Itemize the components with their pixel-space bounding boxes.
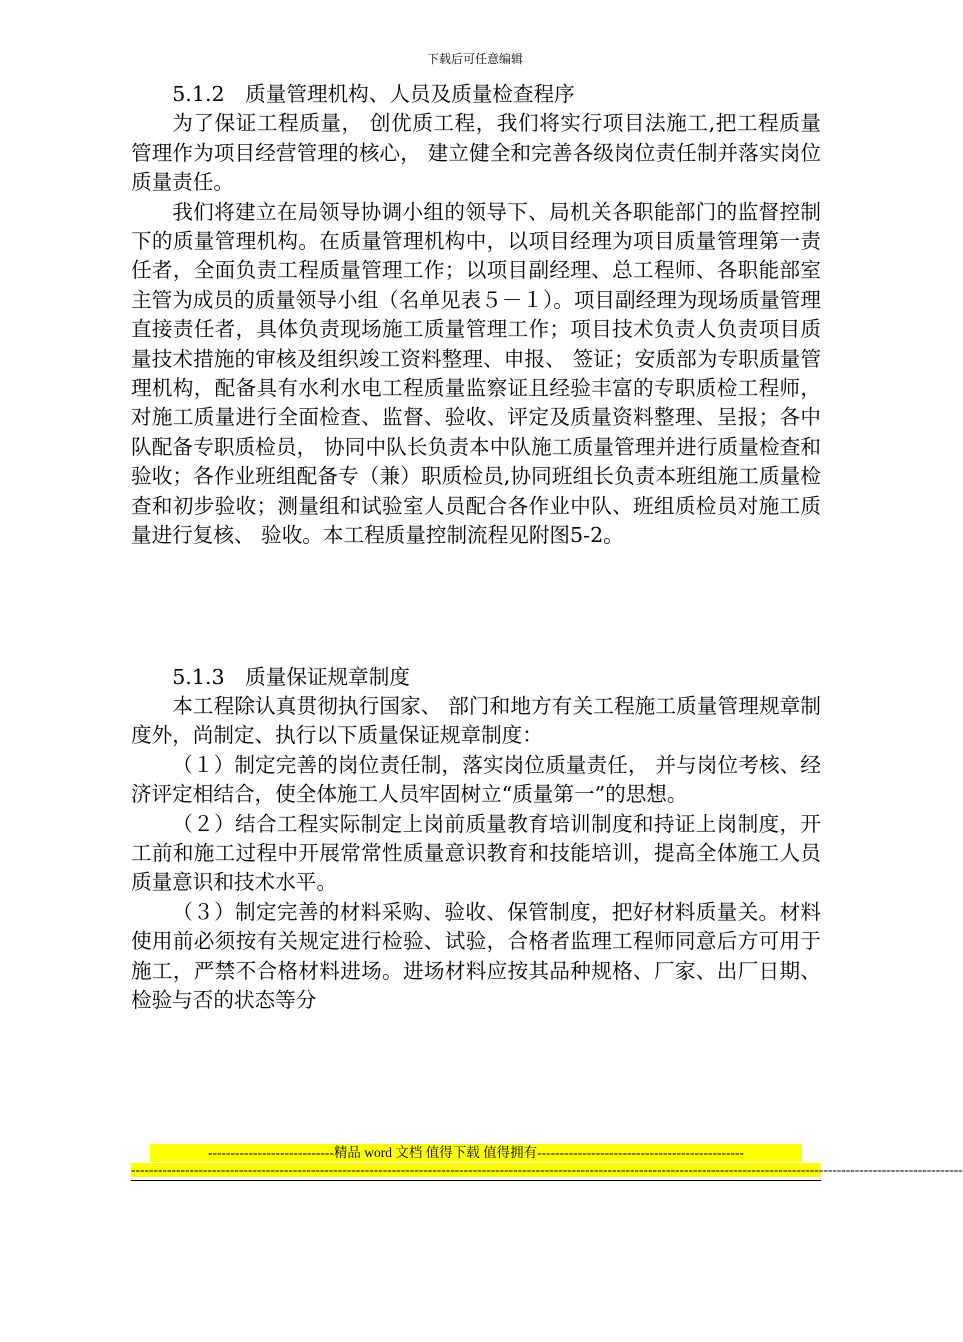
section-512-heading: 5.1.2 质量管理机构、人员及质量检查程序 (172, 82, 575, 106)
section-513-heading: 5.1.3 质量保证规章制度 (172, 664, 410, 689)
document-body (131, 80, 821, 1015)
section-513-item-1: （１）制定完善的岗位责任制，落实岗位质量责任， 并与岗位考核、经济评定相结合，使全体施工人员牢固树立“质量第一”的思想。 (131, 752, 821, 807)
footer-rule (131, 1180, 821, 1181)
blank-space (131, 551, 821, 663)
section-513-paragraph-1: 本工程除认真贯彻执行国家、 部门和地方有关工程施工质量管理规章制度外，尚制定、执行以下质量保证规章制度： (131, 693, 821, 748)
section-512-paragraph-2: 我们将建立在局领导协调小组的领导下、局机关各职能部门的监督控制下的质量管理机构。在质量管理机构中，以项目经理为项目质量管理第一责任者，全面负责工程质量管理工作；以项目副经理、总工程师、各职能部室主管为成员的质量领导小组（名单见表５－１）。项目副经理为现场质量管理直接责任者，具体负责现场施工质量管理工作；项目技术负责人负责项目质量技术措施的审核及组织竣工资料整理、申报、 签证；安质部为专职质量管理机构，配备具有水利水电工程质量监察证且经验丰富的专职质检工程师，对施工质量进行全面检查、监督、验收、评定及质量资料整理、呈报；各中队配备专职质检员， 协同中队长负责本中队施工质量管理并进行质量检查和验收；各作业班组配备专（兼）职质检员,协同班组长负责本班组施工质量检查和初步验收；测量组和试验室人员配合各作业中队、班组质检员对施工质量进行复核、 验收。本工程质量控制流程见附图5-2。 (131, 199, 821, 548)
section-513-item-2: （２）结合工程实际制定上岗前质量教育培训制度和持证上岗制度，开工前和施工过程中开展常常性质量意识教育和技能培训，提高全体施工人员质量意识和技术水平。 (131, 811, 821, 895)
section-512-paragraph-1: 为了保证工程质量， 创优质工程，我们将实行项目法施工,把工程质量管理作为项目经营管理的核心， 建立健全和完善各级岗位责任制并落实岗位质量责任。 (131, 111, 821, 195)
footer-banner: ----------------------------精品 word 文档 值得下载 值得拥有---------------------------------------------- (150, 1144, 802, 1162)
footer-dash-line: ----------------------------------------------------------------------------------------------------------------------------------------------------------------------------------------- (131, 1162, 963, 1177)
page-header-note: 下载后可任意编辑 (426, 52, 523, 66)
page-footer (131, 1144, 963, 1181)
section-513-item-3: （３）制定完善的材料采购、验收、保管制度，把好材料质量关。材料使用前必须按有关规定进行检验、试验，合格者监理工程师同意后方可用于施工，严禁不合格材料进场。进场材料应按其品种规格、厂家、出厂日期、检验与否的状态等分 (131, 899, 821, 1012)
